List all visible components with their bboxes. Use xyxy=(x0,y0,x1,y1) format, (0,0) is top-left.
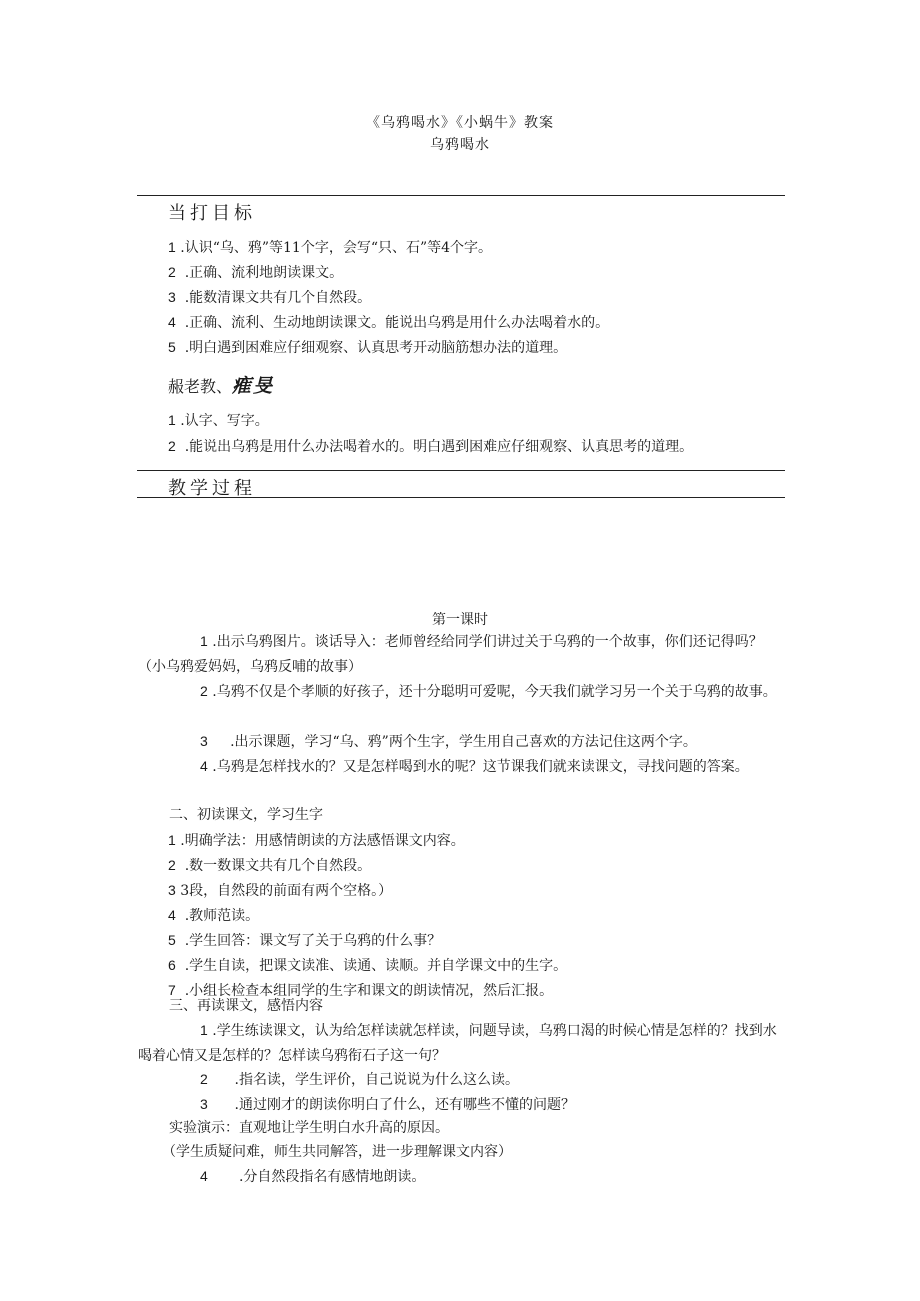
divider xyxy=(137,470,785,471)
item-number: 3 xyxy=(200,1096,208,1112)
intro-item xyxy=(138,629,786,680)
divider xyxy=(137,195,785,196)
item-number: 1 xyxy=(200,1022,208,1038)
section-title: 三、再读课文，感悟内容 xyxy=(169,998,323,1014)
intro-item xyxy=(138,754,786,780)
item-text: .认识“乌、鸦”等11个字，会写“只、石”等4个字。 xyxy=(180,240,493,256)
section3-item xyxy=(138,1018,786,1069)
keypoints-heading-emph: 痽旻 xyxy=(232,375,275,397)
intro-item xyxy=(138,729,786,755)
section2-item xyxy=(168,956,567,975)
goals-heading: 当打目标 xyxy=(168,203,256,224)
note-text: （学生质疑问难，师生共同解答，进一步理解课文内容） xyxy=(162,1144,512,1160)
item-text: .能数清课文共有几个自然段。 xyxy=(184,290,372,306)
session-title: 第一课时 xyxy=(432,612,488,628)
divider xyxy=(137,497,785,498)
goal-item xyxy=(168,288,371,307)
experiment-text: 实验演示：直观地让学生明白水升高的原因。 xyxy=(169,1120,449,1136)
item-text: .教师范读。 xyxy=(184,908,260,924)
item-number: 6 xyxy=(168,957,176,973)
item-number: 1 xyxy=(168,832,176,848)
keypoint-item xyxy=(168,437,693,456)
item-number: 2 xyxy=(168,264,176,280)
process-heading: 教学过程 xyxy=(168,478,256,499)
item-number: 2 xyxy=(168,438,176,454)
intro-item xyxy=(138,679,786,705)
section3-item xyxy=(138,1067,786,1093)
section-title: 二、初读课文，学习生字 xyxy=(169,807,323,823)
goal-item xyxy=(168,338,567,357)
item-number: 4 xyxy=(200,758,208,774)
document-subtitle: 乌鸦喝水 xyxy=(430,137,490,153)
item-text: .能说出乌鸦是用什么办法喝着水的。明白遇到困难应仔细观察、认真思考的道理。 xyxy=(184,439,694,455)
keypoints-heading-plain: 赧老教、 xyxy=(168,377,233,396)
item-number: 4 xyxy=(168,907,176,923)
item-number: 3 xyxy=(168,882,176,898)
item-text: .出示课题，学习“乌、鸦”两个生字，学生用自己喜欢的方法记住这两个字。 xyxy=(230,734,697,750)
section2-item xyxy=(168,931,441,950)
goal-item xyxy=(168,238,492,257)
item-number: 3 xyxy=(200,733,208,749)
item-text: .明确学法：用感情朗读的方法感悟课文内容。 xyxy=(180,833,465,849)
item-text: .乌鸦不仅是个孝顺的好孩子，还十分聪明可爱呢，今天我们就学习另一个关于乌鸦的故事。 xyxy=(212,684,777,700)
item-text: .数一数课文共有几个自然段。 xyxy=(184,858,372,874)
item-text: .正确、流利、生动地朗读课文。能说出乌鸦是用什么办法喝着水的。 xyxy=(184,315,610,331)
item-number: 2 xyxy=(200,683,208,699)
item-text: .分自然段指名有感情地朗读。 xyxy=(238,1169,426,1185)
item-text: .学生练读课文，认为给怎样读就怎样读，问题导读，乌鸦口渴的时候心情是怎样的？找到水喝着心情又是怎样的？怎样读乌鸦衔石子这一句？ xyxy=(138,1023,777,1064)
item-text: .通过刚才的朗读你明白了什么，还有哪些不懂的问题？ xyxy=(234,1097,575,1113)
section2-item xyxy=(168,831,465,850)
item-text: .学生回答：课文写了关于乌鸦的什么事？ xyxy=(184,933,442,949)
section2-item xyxy=(168,881,392,900)
item-number: 2 xyxy=(168,857,176,873)
item-number: 7 xyxy=(168,982,176,998)
keypoints-heading xyxy=(168,371,274,398)
last-item xyxy=(138,1164,786,1190)
document-title: 《乌鸦喝水》《小蜗牛》教案 xyxy=(366,115,554,131)
item-number: 3 xyxy=(168,289,176,305)
item-text: .出示乌鸦图片。谈话导入：老师曾经给同学们讲过关于乌鸦的一个故事，你们还记得吗？（小乌鸦爱妈妈，乌鸦反哺的故事） xyxy=(138,634,763,675)
item-text: .认字、写字。 xyxy=(180,413,269,429)
goal-item xyxy=(168,313,609,332)
goal-item xyxy=(168,263,343,282)
item-text: .乌鸦是怎样找水的？又是怎样喝到水的呢？这节课我们就来读课文，寻找问题的答案。 xyxy=(212,759,749,775)
item-number: 4 xyxy=(168,314,176,330)
item-number: 1 xyxy=(200,633,208,649)
section2-item xyxy=(168,856,371,875)
item-text: .明白遇到困难应仔细观察、认真思考开动脑筋想办法的道理。 xyxy=(184,340,568,356)
item-number: 5 xyxy=(168,932,176,948)
item-text: .正确、流利地朗读课文。 xyxy=(184,265,344,281)
item-text: .小组长检查本组同学的生字和课文的朗读情况，然后汇报。 xyxy=(184,983,554,999)
item-number: 1 xyxy=(168,412,176,428)
item-number: 2 xyxy=(200,1071,208,1087)
keypoint-item xyxy=(168,411,269,430)
section3-item xyxy=(138,1092,786,1118)
section2-item xyxy=(168,906,259,925)
item-text: .学生自读，把课文读准、读通、读顺。并自学课文中的生字。 xyxy=(184,958,568,974)
item-text: 3段，自然段的前面有两个空格。） xyxy=(180,883,393,899)
item-text: .指名读，学生评价，自己说说为什么这么读。 xyxy=(234,1072,519,1088)
item-number: 1 xyxy=(168,239,176,255)
item-number: 4 xyxy=(200,1168,208,1184)
item-number: 5 xyxy=(168,339,176,355)
